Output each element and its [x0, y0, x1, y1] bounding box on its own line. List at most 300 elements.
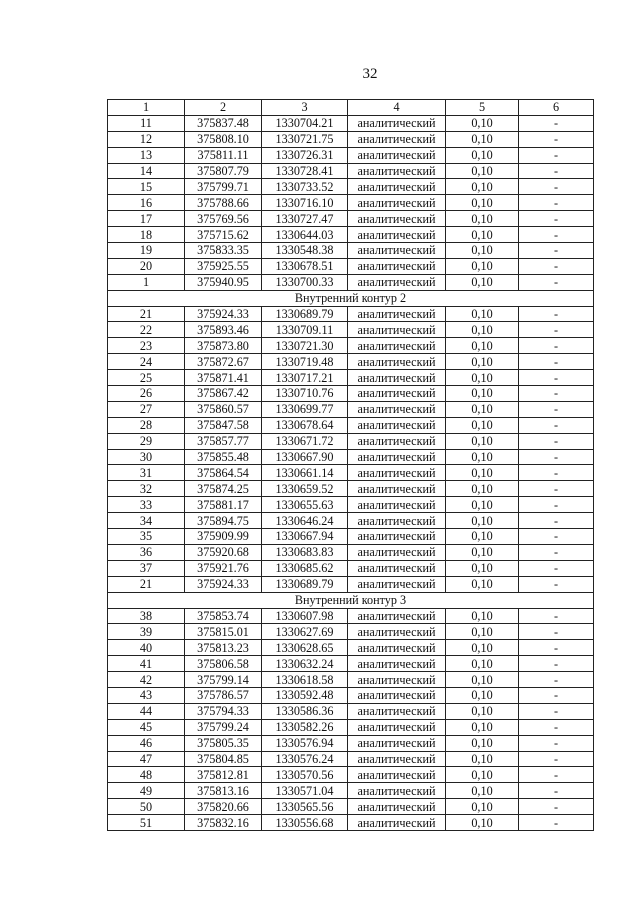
method-cell: аналитический — [348, 513, 446, 529]
accuracy-cell: 0,10 — [446, 465, 519, 481]
x-coordinate-cell: 375832.16 — [185, 815, 262, 831]
note-cell: - — [519, 513, 594, 529]
method-cell: аналитический — [348, 560, 446, 576]
y-coordinate-cell: 1330632.24 — [262, 656, 348, 672]
method-cell: аналитический — [348, 703, 446, 719]
table-row — [108, 783, 594, 799]
note-cell: - — [519, 544, 594, 560]
note-cell: - — [519, 322, 594, 338]
point-number-cell: 20 — [108, 258, 185, 274]
table-row — [108, 147, 594, 163]
table-row — [108, 656, 594, 672]
point-number-cell: 17 — [108, 211, 185, 227]
x-coordinate-cell: 375867.42 — [185, 386, 262, 402]
accuracy-cell: 0,10 — [446, 640, 519, 656]
y-coordinate-cell: 1330644.03 — [262, 227, 348, 243]
y-coordinate-cell: 1330655.63 — [262, 497, 348, 513]
note-cell: - — [519, 815, 594, 831]
point-number-cell: 43 — [108, 687, 185, 703]
accuracy-cell: 0,10 — [446, 815, 519, 831]
table-row — [108, 354, 594, 370]
x-coordinate-cell: 375812.81 — [185, 767, 262, 783]
point-number-cell: 30 — [108, 449, 185, 465]
accuracy-cell: 0,10 — [446, 131, 519, 147]
method-cell: аналитический — [348, 211, 446, 227]
y-coordinate-cell: 1330728.41 — [262, 163, 348, 179]
note-cell: - — [519, 767, 594, 783]
y-coordinate-cell: 1330699.77 — [262, 401, 348, 417]
y-coordinate-cell: 1330683.83 — [262, 544, 348, 560]
point-number-cell: 21 — [108, 306, 185, 322]
method-cell: аналитический — [348, 576, 446, 592]
point-number-cell: 51 — [108, 815, 185, 831]
note-cell: - — [519, 449, 594, 465]
y-coordinate-cell: 1330582.26 — [262, 719, 348, 735]
table-body — [108, 115, 594, 830]
accuracy-cell: 0,10 — [446, 227, 519, 243]
y-coordinate-cell: 1330607.98 — [262, 608, 348, 624]
table-row — [108, 370, 594, 386]
table-row — [108, 544, 594, 560]
accuracy-cell: 0,10 — [446, 401, 519, 417]
point-number-cell: 33 — [108, 497, 185, 513]
table-row — [108, 227, 594, 243]
note-cell: - — [519, 115, 594, 131]
table-row — [108, 560, 594, 576]
y-coordinate-cell: 1330710.76 — [262, 386, 348, 402]
note-cell: - — [519, 147, 594, 163]
section-label: Внутренний контур 3 — [108, 592, 594, 608]
note-cell: - — [519, 370, 594, 386]
method-cell: аналитический — [348, 815, 446, 831]
method-cell: аналитический — [348, 497, 446, 513]
table-row — [108, 386, 594, 402]
point-number-cell: 41 — [108, 656, 185, 672]
y-coordinate-cell: 1330704.21 — [262, 115, 348, 131]
method-cell: аналитический — [348, 386, 446, 402]
y-coordinate-cell: 1330570.56 — [262, 767, 348, 783]
note-cell: - — [519, 672, 594, 688]
y-coordinate-cell: 1330661.14 — [262, 465, 348, 481]
coordinates-table — [107, 99, 594, 831]
method-cell: аналитический — [348, 624, 446, 640]
accuracy-cell: 0,10 — [446, 767, 519, 783]
point-number-cell: 18 — [108, 227, 185, 243]
x-coordinate-cell: 375794.33 — [185, 703, 262, 719]
note-cell: - — [519, 529, 594, 545]
x-coordinate-cell: 375853.74 — [185, 608, 262, 624]
point-number-cell: 48 — [108, 767, 185, 783]
y-coordinate-cell: 1330556.68 — [262, 815, 348, 831]
accuracy-cell: 0,10 — [446, 560, 519, 576]
x-coordinate-cell: 375924.33 — [185, 576, 262, 592]
method-cell: аналитический — [348, 465, 446, 481]
note-cell: - — [519, 179, 594, 195]
y-coordinate-cell: 1330646.24 — [262, 513, 348, 529]
accuracy-cell: 0,10 — [446, 656, 519, 672]
note-cell: - — [519, 243, 594, 259]
table-row — [108, 449, 594, 465]
method-cell: аналитический — [348, 147, 446, 163]
table-row — [108, 751, 594, 767]
point-number-cell: 24 — [108, 354, 185, 370]
point-number-cell: 31 — [108, 465, 185, 481]
point-number-cell: 16 — [108, 195, 185, 211]
point-number-cell: 14 — [108, 163, 185, 179]
y-coordinate-cell: 1330685.62 — [262, 560, 348, 576]
note-cell: - — [519, 624, 594, 640]
point-number-cell: 29 — [108, 433, 185, 449]
method-cell: аналитический — [348, 338, 446, 354]
x-coordinate-cell: 375909.99 — [185, 529, 262, 545]
method-cell: аналитический — [348, 227, 446, 243]
x-coordinate-cell: 375769.56 — [185, 211, 262, 227]
x-coordinate-cell: 375857.77 — [185, 433, 262, 449]
x-coordinate-cell: 375806.58 — [185, 656, 262, 672]
table-row — [108, 799, 594, 815]
x-coordinate-cell: 375799.14 — [185, 672, 262, 688]
method-cell: аналитический — [348, 131, 446, 147]
table-row — [108, 401, 594, 417]
method-cell: аналитический — [348, 656, 446, 672]
section-row — [108, 290, 594, 306]
accuracy-cell: 0,10 — [446, 354, 519, 370]
note-cell: - — [519, 687, 594, 703]
accuracy-cell: 0,10 — [446, 544, 519, 560]
method-cell: аналитический — [348, 322, 446, 338]
note-cell: - — [519, 703, 594, 719]
method-cell: аналитический — [348, 179, 446, 195]
method-cell: аналитический — [348, 433, 446, 449]
table-row — [108, 719, 594, 735]
header-row — [108, 100, 594, 116]
accuracy-cell: 0,10 — [446, 258, 519, 274]
method-cell: аналитический — [348, 783, 446, 799]
method-cell: аналитический — [348, 449, 446, 465]
method-cell: аналитический — [348, 544, 446, 560]
y-coordinate-cell: 1330627.69 — [262, 624, 348, 640]
y-coordinate-cell: 1330721.75 — [262, 131, 348, 147]
accuracy-cell: 0,10 — [446, 799, 519, 815]
accuracy-cell: 0,10 — [446, 433, 519, 449]
x-coordinate-cell: 375799.24 — [185, 719, 262, 735]
y-coordinate-cell: 1330700.33 — [262, 274, 348, 290]
section-label: Внутренний контур 2 — [108, 290, 594, 306]
accuracy-cell: 0,10 — [446, 608, 519, 624]
table-row — [108, 433, 594, 449]
table-row — [108, 529, 594, 545]
x-coordinate-cell: 375786.57 — [185, 687, 262, 703]
accuracy-cell: 0,10 — [446, 672, 519, 688]
table-row — [108, 163, 594, 179]
note-cell: - — [519, 735, 594, 751]
table-row — [108, 417, 594, 433]
note-cell: - — [519, 401, 594, 417]
table-row — [108, 497, 594, 513]
accuracy-cell: 0,10 — [446, 449, 519, 465]
table-row — [108, 338, 594, 354]
accuracy-cell: 0,10 — [446, 370, 519, 386]
method-cell: аналитический — [348, 258, 446, 274]
table-row — [108, 322, 594, 338]
point-number-cell: 40 — [108, 640, 185, 656]
point-number-cell: 27 — [108, 401, 185, 417]
point-number-cell: 39 — [108, 624, 185, 640]
table-row — [108, 179, 594, 195]
note-cell: - — [519, 354, 594, 370]
x-coordinate-cell: 375940.95 — [185, 274, 262, 290]
accuracy-cell: 0,10 — [446, 481, 519, 497]
table-row — [108, 131, 594, 147]
y-coordinate-cell: 1330667.94 — [262, 529, 348, 545]
point-number-cell: 38 — [108, 608, 185, 624]
table-row — [108, 640, 594, 656]
y-coordinate-cell: 1330727.47 — [262, 211, 348, 227]
note-cell: - — [519, 211, 594, 227]
x-coordinate-cell: 375808.10 — [185, 131, 262, 147]
y-coordinate-cell: 1330659.52 — [262, 481, 348, 497]
y-coordinate-cell: 1330719.48 — [262, 354, 348, 370]
table-row — [108, 735, 594, 751]
accuracy-cell: 0,10 — [446, 306, 519, 322]
accuracy-cell: 0,10 — [446, 179, 519, 195]
x-coordinate-cell: 375799.71 — [185, 179, 262, 195]
method-cell: аналитический — [348, 608, 446, 624]
x-coordinate-cell: 375873.80 — [185, 338, 262, 354]
table-row — [108, 703, 594, 719]
point-number-cell: 36 — [108, 544, 185, 560]
point-number-cell: 28 — [108, 417, 185, 433]
column-header: 4 — [348, 100, 446, 116]
accuracy-cell: 0,10 — [446, 322, 519, 338]
y-coordinate-cell: 1330733.52 — [262, 179, 348, 195]
point-number-cell: 47 — [108, 751, 185, 767]
x-coordinate-cell: 375894.75 — [185, 513, 262, 529]
table-row — [108, 672, 594, 688]
table-row — [108, 576, 594, 592]
table-row — [108, 687, 594, 703]
method-cell: аналитический — [348, 243, 446, 259]
y-coordinate-cell: 1330667.90 — [262, 449, 348, 465]
method-cell: аналитический — [348, 529, 446, 545]
table-row — [108, 243, 594, 259]
method-cell: аналитический — [348, 751, 446, 767]
note-cell: - — [519, 576, 594, 592]
x-coordinate-cell: 375893.46 — [185, 322, 262, 338]
y-coordinate-cell: 1330678.51 — [262, 258, 348, 274]
method-cell: аналитический — [348, 799, 446, 815]
y-coordinate-cell: 1330576.24 — [262, 751, 348, 767]
note-cell: - — [519, 274, 594, 290]
y-coordinate-cell: 1330716.10 — [262, 195, 348, 211]
point-number-cell: 1 — [108, 274, 185, 290]
table-row — [108, 258, 594, 274]
page-number: 32 — [362, 66, 378, 82]
x-coordinate-cell: 375820.66 — [185, 799, 262, 815]
point-number-cell: 13 — [108, 147, 185, 163]
x-coordinate-cell: 375813.23 — [185, 640, 262, 656]
table-row — [108, 513, 594, 529]
table-row — [108, 608, 594, 624]
accuracy-cell: 0,10 — [446, 624, 519, 640]
point-number-cell: 34 — [108, 513, 185, 529]
point-number-cell: 19 — [108, 243, 185, 259]
x-coordinate-cell: 375847.58 — [185, 417, 262, 433]
method-cell: аналитический — [348, 354, 446, 370]
accuracy-cell: 0,10 — [446, 274, 519, 290]
note-cell: - — [519, 719, 594, 735]
y-coordinate-cell: 1330678.64 — [262, 417, 348, 433]
method-cell: аналитический — [348, 735, 446, 751]
table-row — [108, 767, 594, 783]
y-coordinate-cell: 1330565.56 — [262, 799, 348, 815]
accuracy-cell: 0,10 — [446, 576, 519, 592]
y-coordinate-cell: 1330618.58 — [262, 672, 348, 688]
method-cell: аналитический — [348, 115, 446, 131]
method-cell: аналитический — [348, 401, 446, 417]
method-cell: аналитический — [348, 640, 446, 656]
point-number-cell: 35 — [108, 529, 185, 545]
y-coordinate-cell: 1330586.36 — [262, 703, 348, 719]
method-cell: аналитический — [348, 370, 446, 386]
point-number-cell: 42 — [108, 672, 185, 688]
y-coordinate-cell: 1330548.38 — [262, 243, 348, 259]
point-number-cell: 32 — [108, 481, 185, 497]
note-cell: - — [519, 417, 594, 433]
note-cell: - — [519, 560, 594, 576]
column-header: 3 — [262, 100, 348, 116]
note-cell: - — [519, 433, 594, 449]
note-cell: - — [519, 640, 594, 656]
accuracy-cell: 0,10 — [446, 147, 519, 163]
table-row — [108, 624, 594, 640]
point-number-cell: 12 — [108, 131, 185, 147]
x-coordinate-cell: 375715.62 — [185, 227, 262, 243]
note-cell: - — [519, 131, 594, 147]
accuracy-cell: 0,10 — [446, 513, 519, 529]
x-coordinate-cell: 375924.33 — [185, 306, 262, 322]
method-cell: аналитический — [348, 195, 446, 211]
point-number-cell: 46 — [108, 735, 185, 751]
method-cell: аналитический — [348, 306, 446, 322]
method-cell: аналитический — [348, 719, 446, 735]
method-cell: аналитический — [348, 767, 446, 783]
table-row — [108, 211, 594, 227]
accuracy-cell: 0,10 — [446, 115, 519, 131]
x-coordinate-cell: 375815.01 — [185, 624, 262, 640]
x-coordinate-cell: 375788.66 — [185, 195, 262, 211]
note-cell: - — [519, 497, 594, 513]
y-coordinate-cell: 1330726.31 — [262, 147, 348, 163]
note-cell: - — [519, 481, 594, 497]
x-coordinate-cell: 375921.76 — [185, 560, 262, 576]
method-cell: аналитический — [348, 481, 446, 497]
accuracy-cell: 0,10 — [446, 529, 519, 545]
accuracy-cell: 0,10 — [446, 497, 519, 513]
point-number-cell: 37 — [108, 560, 185, 576]
table-row — [108, 274, 594, 290]
table-row — [108, 481, 594, 497]
point-number-cell: 22 — [108, 322, 185, 338]
accuracy-cell: 0,10 — [446, 195, 519, 211]
x-coordinate-cell: 375864.54 — [185, 465, 262, 481]
accuracy-cell: 0,10 — [446, 751, 519, 767]
accuracy-cell: 0,10 — [446, 783, 519, 799]
point-number-cell: 49 — [108, 783, 185, 799]
point-number-cell: 21 — [108, 576, 185, 592]
note-cell: - — [519, 163, 594, 179]
point-number-cell: 26 — [108, 386, 185, 402]
x-coordinate-cell: 375813.16 — [185, 783, 262, 799]
column-header: 2 — [185, 100, 262, 116]
column-header: 1 — [108, 100, 185, 116]
y-coordinate-cell: 1330571.04 — [262, 783, 348, 799]
method-cell: аналитический — [348, 417, 446, 433]
y-coordinate-cell: 1330689.79 — [262, 576, 348, 592]
table-row — [108, 195, 594, 211]
x-coordinate-cell: 375860.57 — [185, 401, 262, 417]
x-coordinate-cell: 375805.35 — [185, 735, 262, 751]
accuracy-cell: 0,10 — [446, 243, 519, 259]
note-cell: - — [519, 608, 594, 624]
table-row — [108, 115, 594, 131]
x-coordinate-cell: 375833.35 — [185, 243, 262, 259]
note-cell: - — [519, 195, 594, 211]
y-coordinate-cell: 1330592.48 — [262, 687, 348, 703]
accuracy-cell: 0,10 — [446, 386, 519, 402]
note-cell: - — [519, 656, 594, 672]
x-coordinate-cell: 375872.67 — [185, 354, 262, 370]
point-number-cell: 44 — [108, 703, 185, 719]
note-cell: - — [519, 386, 594, 402]
y-coordinate-cell: 1330721.30 — [262, 338, 348, 354]
x-coordinate-cell: 375807.79 — [185, 163, 262, 179]
x-coordinate-cell: 375811.11 — [185, 147, 262, 163]
accuracy-cell: 0,10 — [446, 735, 519, 751]
x-coordinate-cell: 375874.25 — [185, 481, 262, 497]
point-number-cell: 45 — [108, 719, 185, 735]
x-coordinate-cell: 375855.48 — [185, 449, 262, 465]
method-cell: аналитический — [348, 163, 446, 179]
x-coordinate-cell: 375837.48 — [185, 115, 262, 131]
y-coordinate-cell: 1330689.79 — [262, 306, 348, 322]
x-coordinate-cell: 375925.55 — [185, 258, 262, 274]
point-number-cell: 11 — [108, 115, 185, 131]
y-coordinate-cell: 1330576.94 — [262, 735, 348, 751]
accuracy-cell: 0,10 — [446, 687, 519, 703]
accuracy-cell: 0,10 — [446, 163, 519, 179]
x-coordinate-cell: 375920.68 — [185, 544, 262, 560]
column-header: 6 — [519, 100, 594, 116]
table-row — [108, 465, 594, 481]
point-number-cell: 23 — [108, 338, 185, 354]
note-cell: - — [519, 465, 594, 481]
note-cell: - — [519, 799, 594, 815]
accuracy-cell: 0,10 — [446, 211, 519, 227]
method-cell: аналитический — [348, 672, 446, 688]
note-cell: - — [519, 306, 594, 322]
column-header: 5 — [446, 100, 519, 116]
y-coordinate-cell: 1330709.11 — [262, 322, 348, 338]
section-row — [108, 592, 594, 608]
y-coordinate-cell: 1330628.65 — [262, 640, 348, 656]
accuracy-cell: 0,10 — [446, 338, 519, 354]
note-cell: - — [519, 338, 594, 354]
point-number-cell: 25 — [108, 370, 185, 386]
x-coordinate-cell: 375871.41 — [185, 370, 262, 386]
point-number-cell: 50 — [108, 799, 185, 815]
y-coordinate-cell: 1330671.72 — [262, 433, 348, 449]
